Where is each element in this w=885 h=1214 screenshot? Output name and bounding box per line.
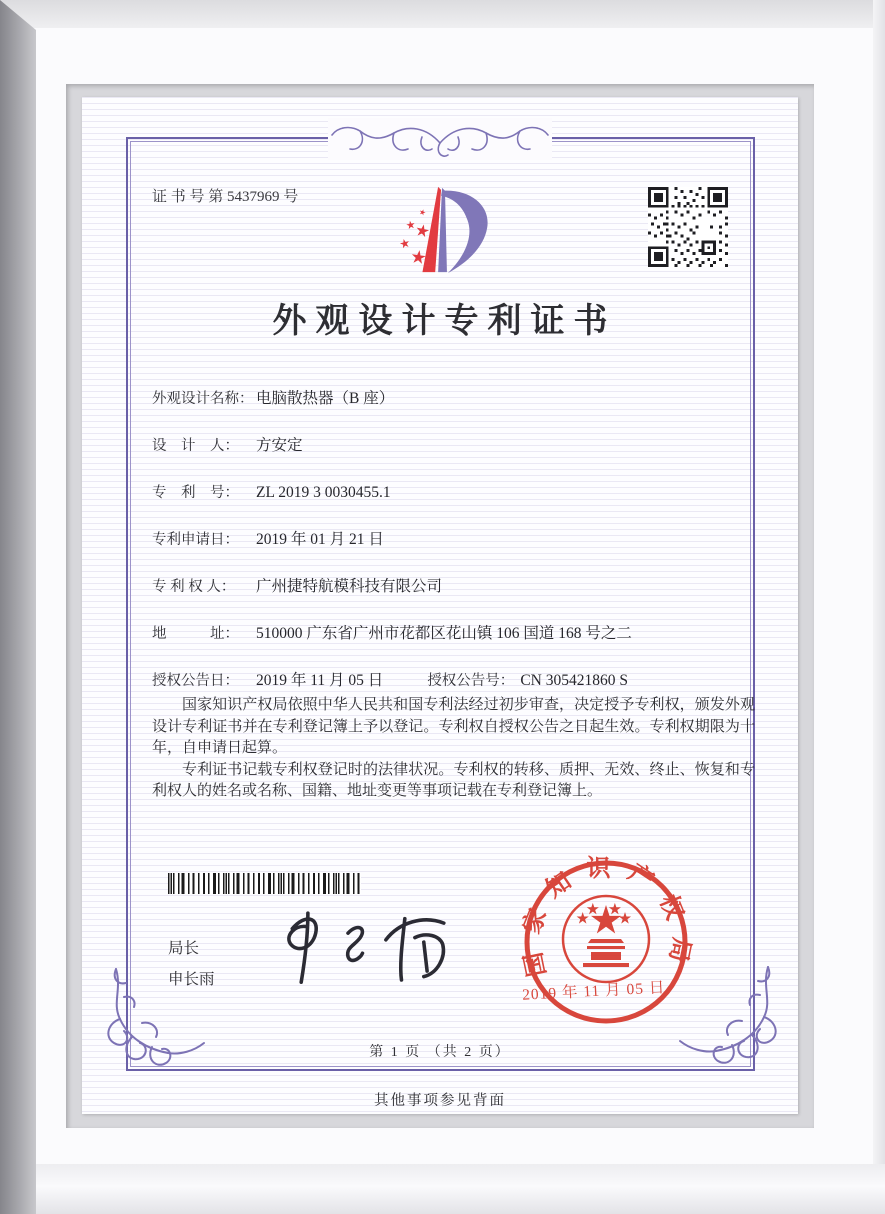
certificate-page	[82, 97, 798, 1114]
field-row	[152, 437, 762, 455]
page-number: 第 1 页 （共 2 页）	[369, 1045, 511, 1060]
field-value: 广州捷特航模科技有限公司	[256, 578, 443, 595]
director-name: 申长雨	[168, 971, 215, 988]
seal-ring-text: 国家知识产权局	[517, 856, 695, 979]
field-value: CN 305421860 S	[520, 672, 628, 689]
field-label: 专 利 号：	[152, 485, 239, 501]
legal-paragraph: 专利证书记载专利权登记时的法律状况。专利权的转移、质押、无效、终止、恢复和专利权人的姓名或名称、国籍、地址变更等事项记载在专利登记簿上。	[152, 761, 755, 800]
cnipa-logo-icon	[382, 181, 506, 279]
frame-left-edge	[0, 0, 36, 1214]
official-seal-icon	[510, 855, 702, 1032]
field-label: 授权公告日：	[152, 673, 239, 689]
national-emblem	[563, 896, 649, 982]
field-value: 510000 广东省广州市花都区花山镇 106 国道 168 号之二	[256, 625, 632, 642]
certificate-fields	[152, 390, 762, 719]
legal-paragraph: 国家知识产权局依照中华人民共和国专利法经过初步审查，决定授予专利权，颁发外观设计专利证书并在专利登记簿上予以登记。专利权自授权公告之日起生效。专利权期限为十年，自申请日起算。	[152, 697, 755, 757]
field-row	[152, 484, 762, 502]
field-label: 设 计 人：	[152, 438, 239, 454]
frame-mat-opening	[66, 84, 814, 1128]
field-row	[152, 672, 762, 690]
field-value: 方安定	[256, 437, 303, 454]
qr-code-icon	[648, 187, 728, 267]
field-value: 2019 年 11 月 05 日	[256, 672, 384, 689]
field-label: 专 利 权 人：	[152, 579, 236, 595]
frame-right-edge	[873, 0, 885, 1214]
field-row	[152, 578, 762, 596]
seal-date: 2019 年 11 月 05 日	[521, 979, 666, 1004]
director-block	[168, 933, 215, 995]
field-row	[152, 625, 762, 643]
legal-text	[152, 695, 755, 803]
frame-bottom-edge	[36, 1164, 885, 1214]
director-title: 局长	[168, 940, 200, 957]
field-row	[152, 390, 762, 408]
top-ornament-icon	[328, 118, 552, 160]
field-row	[152, 531, 762, 549]
field-label: 地 址：	[152, 626, 239, 642]
field-value: ZL 2019 3 0030455.1	[256, 484, 391, 501]
certificate-title: 外观设计专利证书	[272, 303, 617, 340]
field-label: 专利申请日：	[152, 532, 239, 548]
certificate-number: 证 书 号 第 5437969 号	[152, 189, 299, 205]
signature-icon	[270, 905, 465, 997]
back-side-note: 其他事项参见背面	[374, 1093, 506, 1109]
field-label: 授权公告号：	[427, 673, 515, 689]
field-label: 外观设计名称：	[152, 391, 254, 407]
barcode-icon	[168, 873, 361, 894]
field-value: 电脑散热器（B 座）	[256, 390, 395, 407]
frame-top-edge	[0, 0, 885, 28]
field-value: 2019 年 01 月 21 日	[256, 531, 384, 548]
